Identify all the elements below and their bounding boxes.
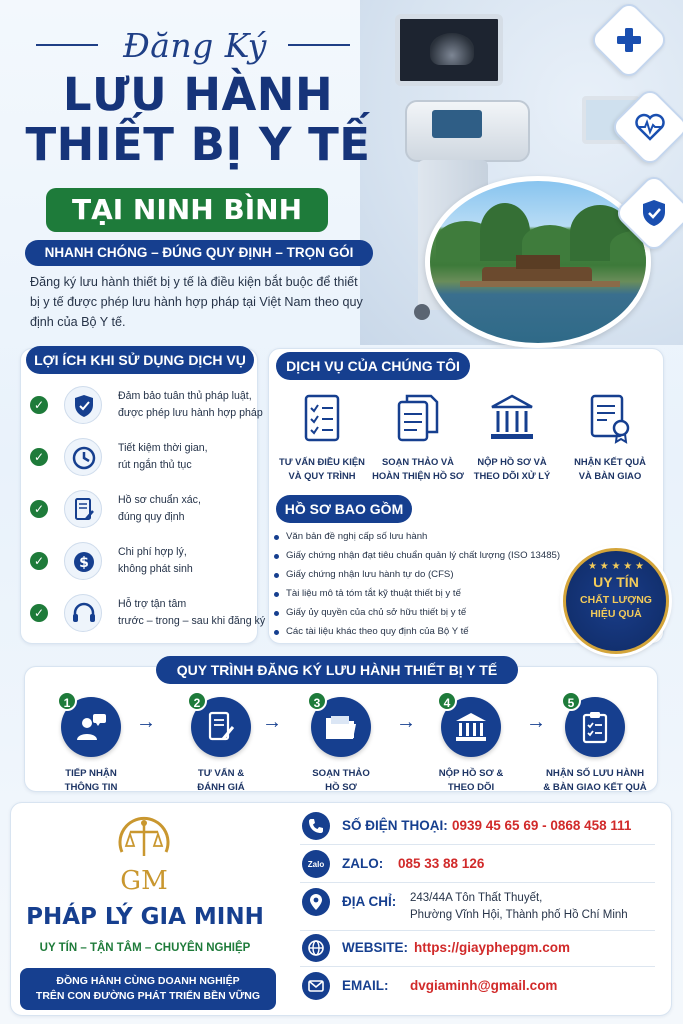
certificate-icon	[585, 392, 635, 444]
phone-label: SỐ ĐIỆN THOẠI:	[342, 818, 448, 833]
tagline-bar: NHANH CHÓNG – ĐÚNG QUY ĐỊNH – TRỌN GÓI	[25, 240, 373, 266]
benefit-text: Hồ sơ chuẩn xác, đúng quy định	[118, 494, 201, 523]
divider	[300, 882, 655, 883]
shield-check-icon	[640, 198, 668, 228]
benefit-item	[18, 590, 268, 640]
website-link[interactable]: https://giayphepgm.com	[414, 940, 571, 955]
step-number: 5	[561, 691, 581, 711]
seal-line-2: CHẤT LƯỢNG	[580, 594, 652, 606]
shield-icon	[64, 386, 102, 424]
address-value: 243/44A Tôn Thất Thuyết, Phường Vĩnh Hội, Thành phố Hồ Chí Minh	[410, 892, 628, 921]
seal-stars: ★ ★ ★ ★ ★	[588, 561, 644, 572]
document-item: Các tài liệu khác theo quy định của Bộ Y tế	[286, 626, 469, 637]
location-pin-icon	[302, 888, 330, 916]
contact-website	[300, 934, 660, 962]
divider	[300, 966, 655, 967]
company-slogan: UY TÍN – TẬN TÂM – CHUYÊN NGHIỆP	[39, 942, 251, 954]
step-icon-circle	[565, 697, 625, 757]
benefit-text: Đảm bảo tuân thủ pháp luật, được phép lưu hành hợp pháp	[118, 390, 263, 419]
divider	[300, 844, 655, 845]
folder-icon	[324, 712, 358, 742]
intro-text: Đăng ký lưu hành thiết bị y tế là điều kiện bắt buộc để thiết bị y tế được phép lưu hành hợp pháp tại Việt Nam theo quy định của Bộ Y tế.	[30, 275, 363, 329]
arrow-right-icon: →	[136, 711, 156, 733]
benefit-item	[18, 434, 268, 484]
service-item	[272, 392, 372, 483]
heart-pulse-icon	[634, 112, 666, 142]
benefit-item	[18, 382, 268, 432]
step-number: 2	[187, 691, 207, 711]
arrow-right-icon: →	[526, 711, 546, 733]
email-link[interactable]: dvgiaminh@gmail.com	[410, 978, 558, 993]
benefit-item	[18, 486, 268, 536]
step-label: NỘP HỒ SƠ & THEO DÕI	[438, 768, 504, 793]
benefit-item	[18, 538, 268, 588]
government-building-icon	[454, 711, 488, 743]
benefits-list	[18, 382, 268, 642]
documents-icon	[393, 392, 443, 444]
subtitle: Đăng Ký	[123, 26, 267, 65]
website-label: WEBSITE:	[342, 940, 408, 955]
seal-line-1: UY TÍN	[593, 574, 639, 590]
step-label: SOẠN THẢO HỒ SƠ	[312, 768, 370, 793]
step-label: NHẬN SỐ LƯU HÀNH & BÀN GIAO KẾT QUẢ	[543, 768, 647, 793]
document-item: Giấy ủy quyền của chủ sở hữu thiết bị y tế	[286, 607, 467, 618]
console-screen-image	[432, 110, 482, 138]
step-number: 3	[307, 691, 327, 711]
contact-zalo	[300, 850, 660, 878]
company-motto: ĐỒNG HÀNH CÙNG DOANH NGHIỆP TRÊN CON ĐƯỜNG PHÁT TRIỂN BỀN VỮNG	[20, 968, 276, 1010]
quality-seal	[563, 548, 669, 654]
zalo-badge: Zalo	[307, 859, 325, 869]
benefit-text: Hỗ trợ tận tâm trước – trong – sau khi đăng ký	[118, 598, 266, 627]
check-icon: ✓	[30, 448, 48, 466]
ninh-binh-landscape-image	[425, 176, 651, 348]
step-label: TƯ VẤN & ĐÁNH GIÁ	[197, 768, 245, 793]
location-banner: TẠI NINH BÌNH	[46, 188, 328, 232]
document-edit-icon	[205, 710, 237, 744]
check-icon: ✓	[30, 500, 48, 518]
step-icon-circle	[311, 697, 371, 757]
process-title: QUY TRÌNH ĐĂNG KÝ LƯU HÀNH THIẾT BỊ Y TẾ	[156, 656, 518, 684]
process-step	[286, 697, 396, 795]
headset-icon	[64, 594, 102, 632]
benefits-title: LỢI ÍCH KHI SỬ DỤNG DỊCH VỤ	[26, 346, 254, 374]
zalo-value[interactable]: 085 33 88 126	[398, 856, 485, 871]
step-icon-circle	[441, 697, 501, 757]
process-step	[36, 697, 146, 795]
check-icon: ✓	[30, 396, 48, 414]
process-step	[166, 697, 276, 795]
service-item	[560, 392, 660, 483]
checklist-icon	[297, 392, 347, 444]
service-label: NỘP HỒ SƠ VÀ THEO DÕI XỬ LÝ	[473, 456, 551, 481]
service-label: NHẬN KẾT QUẢ VÀ BÀN GIAO	[574, 456, 646, 481]
step-icon-circle	[191, 697, 251, 757]
service-item	[462, 392, 562, 483]
step-number: 4	[437, 691, 457, 711]
document-item: Giấy chứng nhận lưu hành tự do (CFS)	[286, 569, 454, 580]
document-edit-icon	[64, 490, 102, 528]
document-item: Văn bản đề nghị cấp số lưu hành	[286, 531, 428, 542]
zalo-icon	[302, 850, 330, 878]
logo-monogram: GM	[120, 866, 168, 896]
person-chat-icon	[74, 710, 108, 744]
benefit-text: Tiết kiệm thời gian, rút ngắn thủ tục	[118, 442, 208, 471]
medical-cross-icon	[614, 25, 644, 55]
step-number: 1	[57, 691, 77, 711]
phone-icon	[302, 812, 330, 840]
step-icon-circle	[61, 697, 121, 757]
email-label: EMAIL:	[342, 978, 389, 993]
service-label: TƯ VẤN ĐIỀU KIỆN VÀ QUY TRÌNH	[279, 456, 365, 481]
document-item: Giấy chứng nhận đạt tiêu chuẩn quản lý chất lượng (ISO 13485)	[286, 550, 561, 561]
benefit-text: Chi phí hợp lý, không phát sinh	[118, 546, 193, 575]
document-item: Tài liệu mô tả tóm tắt kỹ thuật thiết bị y tế	[286, 588, 461, 599]
divider	[300, 930, 655, 931]
contact-email	[300, 972, 660, 1000]
contact-address	[300, 888, 660, 928]
svg-text:$: $	[79, 555, 89, 571]
clipboard-check-icon	[580, 710, 610, 744]
title-line-1: LƯU HÀNH	[62, 68, 334, 121]
contact-phone	[300, 812, 660, 840]
phone-value[interactable]: 0939 45 65 69 - 0868 458 111	[452, 818, 632, 833]
process-step	[540, 697, 650, 795]
company-name: PHÁP LÝ GIA MINH	[26, 904, 264, 930]
clock-icon	[64, 438, 102, 476]
globe-icon	[302, 934, 330, 962]
services-title: DỊCH VỤ CỦA CHÚNG TÔI	[276, 352, 470, 380]
check-icon: ✓	[30, 604, 48, 622]
process-step	[416, 697, 526, 795]
zalo-label: ZALO:	[342, 856, 384, 871]
arrow-right-icon: →	[396, 711, 416, 733]
ultrasound-monitor-image	[395, 14, 503, 86]
step-label: TIẾP NHẬN THÔNG TIN	[64, 768, 118, 793]
seal-line-3: HIỆU QUẢ	[590, 608, 642, 620]
service-label: SOẠN THẢO VÀ HOÀN THIỆN HỒ SƠ	[372, 456, 464, 481]
check-icon: ✓	[30, 552, 48, 570]
title-line-2: THIẾT BỊ Y TẾ	[25, 118, 371, 171]
government-building-icon	[487, 392, 537, 444]
address-label: ĐỊA CHỈ:	[342, 894, 397, 909]
dollar-icon	[64, 542, 102, 580]
documents-title: HỒ SƠ BAO GỒM	[276, 495, 412, 523]
arrow-right-icon: →	[262, 711, 282, 733]
service-item	[368, 392, 468, 483]
email-icon	[302, 972, 330, 1000]
cart-wheel-image	[414, 304, 430, 320]
